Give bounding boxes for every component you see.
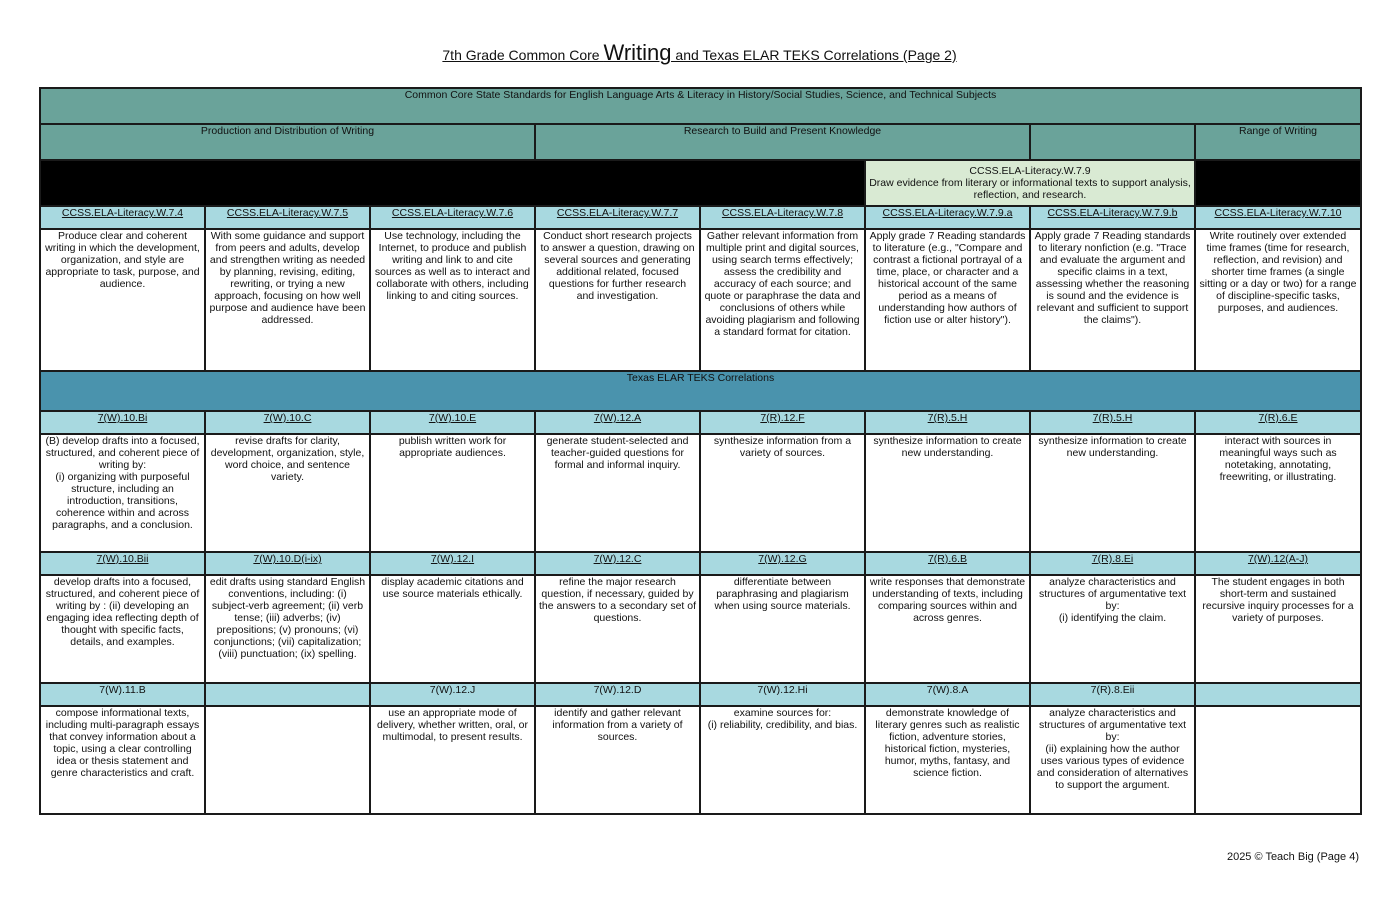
ccss-header: Common Core State Standards for English Language Arts & Literacy in History/Social Studies, Science, and Technical Subjects [40, 88, 1361, 124]
teks-desc: interact with sources in meaningful ways such as notetaking, annotating, freewriting, or illustrating. [1195, 434, 1361, 552]
teks-code[interactable]: 7(W).10.Bii [40, 552, 205, 575]
group-research: Research to Build and Present Knowledge [535, 124, 1030, 160]
teks-code[interactable]: 7(W).10.Bi [40, 411, 205, 434]
teks-desc: generate student-selected and teacher-guided questions for formal and informal inquiry. [535, 434, 700, 552]
teks-desc: synthesize information to create new understanding. [1030, 434, 1195, 552]
group-blank [1030, 124, 1195, 160]
teks-code: 7(W).12.J [370, 683, 535, 706]
teks-desc: (B) develop drafts into a focused, structured, and coherent piece of writing by: (i) organizing with purposeful structure, including an introduction, transitions, coherence within and across paragraphs, and a conclusion. [40, 434, 205, 552]
teks-desc-row-2 [40, 575, 1361, 683]
ccss-code[interactable]: CCSS.ELA-Literacy.W.7.10 [1195, 206, 1361, 229]
teks-code: 7(W).12.D [535, 683, 700, 706]
teks-code [1195, 683, 1361, 706]
teks-desc: analyze characteristics and structures of argumentative text by: (i) identifying the claim. [1030, 575, 1195, 683]
teks-code: 7(W).12.Hi [700, 683, 865, 706]
correlation-table [39, 87, 1362, 815]
ccss-code[interactable]: CCSS.ELA-Literacy.W.7.4 [40, 206, 205, 229]
teks-code-row-2 [40, 552, 1361, 575]
black-filler [40, 160, 865, 206]
teks-desc: write responses that demonstrate understanding of texts, including comparing sources within and across genres. [865, 575, 1030, 683]
teks-desc: compose informational texts, including multi-paragraph essays that convey information about a topic, using a clear controlling idea or thesis statement and genre characteristics and craft. [40, 706, 205, 814]
teks-code[interactable]: 7(R).6.E [1195, 411, 1361, 434]
teks-code-row-3 [40, 683, 1361, 706]
teks-code[interactable]: 7(W).12.A [535, 411, 700, 434]
ccss-header-row [40, 88, 1361, 124]
teks-desc: analyze characteristics and structures of argumentative text by: (ii) explaining how the author uses various types of evidence and consideration of alternatives to support the argument. [1030, 706, 1195, 814]
teks-code[interactable]: 7(W).12(A-J) [1195, 552, 1361, 575]
ccss-code[interactable]: CCSS.ELA-Literacy.W.7.9.a [865, 206, 1030, 229]
teks-desc: identify and gather relevant information from a variety of sources. [535, 706, 700, 814]
parent-standard-row [40, 160, 1361, 206]
ccss-desc: With some guidance and support from peers and adults, develop and strengthen writing as needed by planning, revising, editing, rewriting, or trying a new approach, focusing on how well purpose and audience have been addressed. [205, 229, 370, 371]
title-suffix: and Texas ELAR TEKS Correlations (Page 2) [671, 47, 957, 63]
ccss-desc: Produce clear and coherent writing in which the development, organization, and style are appropriate to task, purpose, and audience. [40, 229, 205, 371]
teks-code[interactable]: 7(R).5.H [1030, 411, 1195, 434]
teks-desc [1195, 706, 1361, 814]
teks-code: 7(W).8.A [865, 683, 1030, 706]
teks-desc: revise drafts for clarity, development, organization, style, word choice, and sentence variety. [205, 434, 370, 552]
ccss-code[interactable]: CCSS.ELA-Literacy.W.7.8 [700, 206, 865, 229]
group-production: Production and Distribution of Writing [40, 124, 535, 160]
teks-header-row [40, 371, 1361, 411]
ccss-desc: Gather relevant information from multiple print and digital sources, using search terms effectively; assess the credibility and accuracy of each source; and quote or paraphrase the data and conclusions of others while avoiding plagiarism and following a standard format for citation. [700, 229, 865, 371]
ccss-desc: Apply grade 7 Reading standards to literature (e.g., "Compare and contrast a fictional portrayal of a time, place, or character and a historical account of the same period as a means of understanding how authors of fiction use or alter history"). [865, 229, 1030, 371]
w79-text: Draw evidence from literary or informational texts to support analysis, reflection, and research. [869, 177, 1191, 201]
teks-code[interactable]: 7(R).5.H [865, 411, 1030, 434]
teks-code[interactable]: 7(W).12.G [700, 552, 865, 575]
teks-code[interactable]: 7(W).12.C [535, 552, 700, 575]
black-filler-right [1195, 160, 1361, 206]
teks-code: 7(W).11.B [40, 683, 205, 706]
group-range: Range of Writing [1195, 124, 1361, 160]
ccss-code[interactable]: CCSS.ELA-Literacy.W.7.5 [205, 206, 370, 229]
teks-code [205, 683, 370, 706]
ccss-desc: Conduct short research projects to answer a question, drawing on several sources and generating additional related, focused questions for further research and investigation. [535, 229, 700, 371]
teks-code-row-1 [40, 411, 1361, 434]
teks-desc: display academic citations and use source materials ethically. [370, 575, 535, 683]
w79-code: CCSS.ELA-Literacy.W.7.9 [969, 165, 1091, 177]
teks-desc: examine sources for: (i) reliability, credibility, and bias. [700, 706, 865, 814]
teks-code[interactable]: 7(R).8.Ei [1030, 552, 1195, 575]
teks-desc: use an appropriate mode of delivery, whether written, oral, or multimodal, to present results. [370, 706, 535, 814]
teks-code[interactable]: 7(W).12.I [370, 552, 535, 575]
w79-header [865, 160, 1195, 206]
teks-desc: synthesize information from a variety of sources. [700, 434, 865, 552]
group-header-row [40, 124, 1361, 160]
ccss-code-row [40, 206, 1361, 229]
teks-code[interactable]: 7(R).12.F [700, 411, 865, 434]
page-title [0, 40, 1399, 66]
teks-header: Texas ELAR TEKS Correlations [40, 371, 1361, 411]
ccss-desc-row [40, 229, 1361, 371]
title-prefix: 7th Grade Common Core [442, 47, 604, 63]
teks-code[interactable]: 7(W).10.E [370, 411, 535, 434]
ccss-desc: Apply grade 7 Reading standards to literary nonfiction (e.g. "Trace and evaluate the argument and specific claims in a text, assessing whether the reasoning is sound and the evidence is relevant and sufficient to support the claims"). [1030, 229, 1195, 371]
teks-desc: synthesize information to create new understanding. [865, 434, 1030, 552]
ccss-code[interactable]: CCSS.ELA-Literacy.W.7.6 [370, 206, 535, 229]
teks-desc: publish written work for appropriate audiences. [370, 434, 535, 552]
teks-code[interactable]: 7(R).6.B [865, 552, 1030, 575]
teks-desc-row-3 [40, 706, 1361, 814]
teks-desc: differentiate between paraphrasing and plagiarism when using source materials. [700, 575, 865, 683]
teks-desc [205, 706, 370, 814]
teks-code[interactable]: 7(W).10.C [205, 411, 370, 434]
teks-desc: edit drafts using standard English conventions, including: (i) subject-verb agreement; (ii) verb tense; (iii) adverbs; (iv) prepositions; (v) pronouns; (vi) conjunctions; (vii) capitalization; (viii) punctuation; (ix) spelling. [205, 575, 370, 683]
teks-code: 7(R).8.Eii [1030, 683, 1195, 706]
page-footer: 2025 © Teach Big (Page 4) [1226, 851, 1359, 863]
teks-desc-row-1 [40, 434, 1361, 552]
teks-code[interactable]: 7(W).10.D(i-ix) [205, 552, 370, 575]
title-emphasis: Writing [603, 40, 672, 65]
ccss-code[interactable]: CCSS.ELA-Literacy.W.7.9.b [1030, 206, 1195, 229]
teks-desc: The student engages in both short-term and sustained recursive inquiry processes for a variety of purposes. [1195, 575, 1361, 683]
ccss-desc: Write routinely over extended time frames (time for research, reflection, and revision) and shorter time frames (a single sitting or a day or two) for a range of discipline-specific tasks, purposes, and audiences. [1195, 229, 1361, 371]
ccss-desc: Use technology, including the Internet, to produce and publish writing and link to and cite sources as well as to interact and collaborate with others, including linking to and citing sources. [370, 229, 535, 371]
teks-desc: refine the major research question, if necessary, guided by the answers to a secondary set of questions. [535, 575, 700, 683]
teks-desc: develop drafts into a focused, structured, and coherent piece of writing by : (ii) developing an engaging idea reflecting depth of thought with specific facts, details, and examples. [40, 575, 205, 683]
teks-desc: demonstrate knowledge of literary genres such as realistic fiction, adventure stories, historical fiction, mysteries, humor, myths, fantasy, and science fiction. [865, 706, 1030, 814]
ccss-code[interactable]: CCSS.ELA-Literacy.W.7.7 [535, 206, 700, 229]
